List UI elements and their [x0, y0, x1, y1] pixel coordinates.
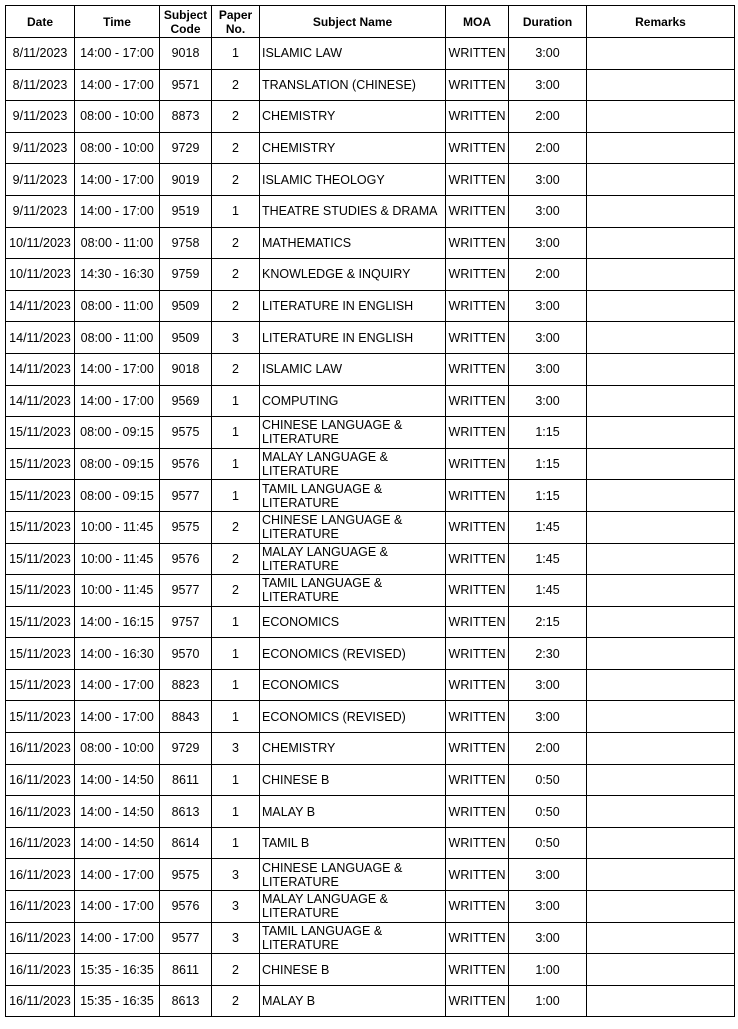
date-cell: 15/11/2023 [6, 448, 75, 480]
time-cell: 14:00 - 17:00 [75, 701, 160, 733]
paper-no-cell: 2 [212, 69, 260, 101]
time-header: Time [75, 6, 160, 38]
table-row [6, 227, 735, 259]
remarks-cell [587, 606, 735, 638]
date-cell: 15/11/2023 [6, 575, 75, 607]
moa-cell: WRITTEN [446, 733, 509, 765]
table-row [6, 322, 735, 354]
subject-name-cell: MALAY LANGUAGE & LITERATURE [260, 891, 446, 923]
moa-cell: WRITTEN [446, 322, 509, 354]
subject-name-cell: KNOWLEDGE & INQUIRY [260, 259, 446, 291]
paper-no-cell: 2 [212, 290, 260, 322]
moa-cell: WRITTEN [446, 480, 509, 512]
remarks-cell [587, 796, 735, 828]
date-header: Date [6, 6, 75, 38]
paper-no-cell: 1 [212, 764, 260, 796]
table-row [6, 511, 735, 543]
duration-cell: 3:00 [509, 227, 587, 259]
subject-code-cell: 9575 [160, 417, 212, 449]
paper-no-cell: 1 [212, 38, 260, 70]
duration-cell: 3:00 [509, 859, 587, 891]
table-row [6, 985, 735, 1017]
table-row [6, 575, 735, 607]
duration-cell: 2:00 [509, 101, 587, 133]
remarks-cell [587, 669, 735, 701]
duration-cell: 2:00 [509, 132, 587, 164]
table-row [6, 954, 735, 986]
subject-name-cell: THEATRE STUDIES & DRAMA [260, 195, 446, 227]
paper-no-cell: 2 [212, 575, 260, 607]
subject-code-cell: 8614 [160, 827, 212, 859]
subject-name-header: Subject Name [260, 6, 446, 38]
duration-cell: 3:00 [509, 164, 587, 196]
paper-no-cell: 2 [212, 543, 260, 575]
duration-cell: 2:30 [509, 638, 587, 670]
moa-cell: WRITTEN [446, 259, 509, 291]
subject-code-cell: 9757 [160, 606, 212, 638]
paper-no-cell: 2 [212, 132, 260, 164]
subject-name-cell: TAMIL LANGUAGE & LITERATURE [260, 575, 446, 607]
date-cell: 15/11/2023 [6, 511, 75, 543]
duration-cell: 2:00 [509, 733, 587, 765]
time-cell: 08:00 - 09:15 [75, 480, 160, 512]
paper-no-cell: 1 [212, 701, 260, 733]
table-row [6, 132, 735, 164]
remarks-cell [587, 38, 735, 70]
subject-code-cell: 9729 [160, 733, 212, 765]
time-cell: 14:00 - 17:00 [75, 38, 160, 70]
paper-no-cell: 1 [212, 638, 260, 670]
moa-cell: WRITTEN [446, 448, 509, 480]
paper-no-cell: 2 [212, 511, 260, 543]
table-row [6, 448, 735, 480]
subject-code-cell: 9569 [160, 385, 212, 417]
time-cell: 08:00 - 11:00 [75, 322, 160, 354]
table-row [6, 417, 735, 449]
duration-cell: 2:15 [509, 606, 587, 638]
time-cell: 10:00 - 11:45 [75, 543, 160, 575]
moa-cell: WRITTEN [446, 764, 509, 796]
table-row [6, 859, 735, 891]
subject-name-cell: CHEMISTRY [260, 101, 446, 133]
subject-name-cell: ISLAMIC THEOLOGY [260, 164, 446, 196]
time-cell: 14:00 - 17:00 [75, 891, 160, 923]
time-cell: 08:00 - 11:00 [75, 227, 160, 259]
remarks-cell [587, 164, 735, 196]
time-cell: 15:35 - 16:35 [75, 954, 160, 986]
time-cell: 08:00 - 10:00 [75, 101, 160, 133]
paper-no-cell: 1 [212, 385, 260, 417]
exam-timetable [5, 5, 735, 1017]
subject-code-cell: 8843 [160, 701, 212, 733]
table-row [6, 290, 735, 322]
date-cell: 9/11/2023 [6, 132, 75, 164]
subject-name-cell: MALAY LANGUAGE & LITERATURE [260, 448, 446, 480]
moa-cell: WRITTEN [446, 290, 509, 322]
table-row [6, 638, 735, 670]
remarks-cell [587, 385, 735, 417]
remarks-cell [587, 480, 735, 512]
subject-code-cell: 9577 [160, 480, 212, 512]
paper-no-cell: 1 [212, 796, 260, 828]
subject-code-cell: 9759 [160, 259, 212, 291]
remarks-cell [587, 353, 735, 385]
remarks-cell [587, 132, 735, 164]
table-row [6, 796, 735, 828]
paper-no-cell: 1 [212, 669, 260, 701]
table-row [6, 195, 735, 227]
moa-cell: WRITTEN [446, 543, 509, 575]
subject-name-cell: MALAY B [260, 985, 446, 1017]
paper-no-header-line1: Paper [218, 7, 253, 22]
subject-name-cell: TAMIL LANGUAGE & LITERATURE [260, 922, 446, 954]
moa-cell: WRITTEN [446, 385, 509, 417]
duration-cell: 1:45 [509, 543, 587, 575]
subject-code-cell: 9509 [160, 322, 212, 354]
date-cell: 14/11/2023 [6, 322, 75, 354]
subject-code-cell: 8823 [160, 669, 212, 701]
time-cell: 14:00 - 17:00 [75, 164, 160, 196]
date-cell: 15/11/2023 [6, 638, 75, 670]
duration-cell: 1:45 [509, 575, 587, 607]
moa-cell: WRITTEN [446, 796, 509, 828]
duration-cell: 3:00 [509, 701, 587, 733]
moa-cell: WRITTEN [446, 417, 509, 449]
date-cell: 14/11/2023 [6, 353, 75, 385]
moa-cell: WRITTEN [446, 669, 509, 701]
paper-no-cell: 3 [212, 733, 260, 765]
date-cell: 14/11/2023 [6, 385, 75, 417]
subject-code-cell: 9018 [160, 353, 212, 385]
duration-cell: 0:50 [509, 796, 587, 828]
table-row [6, 164, 735, 196]
subject-code-cell: 9019 [160, 164, 212, 196]
subject-name-cell: ECONOMICS (REVISED) [260, 701, 446, 733]
table-row [6, 480, 735, 512]
subject-name-cell: ECONOMICS [260, 669, 446, 701]
subject-name-cell: ISLAMIC LAW [260, 353, 446, 385]
moa-cell: WRITTEN [446, 101, 509, 133]
paper-no-cell: 1 [212, 827, 260, 859]
remarks-cell [587, 733, 735, 765]
date-cell: 10/11/2023 [6, 259, 75, 291]
moa-header: MOA [446, 6, 509, 38]
time-cell: 14:00 - 17:00 [75, 385, 160, 417]
time-cell: 10:00 - 11:45 [75, 511, 160, 543]
remarks-cell [587, 859, 735, 891]
duration-cell: 1:15 [509, 417, 587, 449]
subject-name-cell: CHEMISTRY [260, 132, 446, 164]
moa-cell: WRITTEN [446, 575, 509, 607]
table-row [6, 259, 735, 291]
moa-cell: WRITTEN [446, 227, 509, 259]
table-row [6, 891, 735, 923]
date-cell: 15/11/2023 [6, 606, 75, 638]
date-cell: 10/11/2023 [6, 227, 75, 259]
remarks-cell [587, 638, 735, 670]
date-cell: 8/11/2023 [6, 69, 75, 101]
moa-cell: WRITTEN [446, 606, 509, 638]
time-cell: 14:00 - 17:00 [75, 859, 160, 891]
date-cell: 15/11/2023 [6, 417, 75, 449]
moa-cell: WRITTEN [446, 859, 509, 891]
duration-cell: 1:00 [509, 954, 587, 986]
subject-code-cell: 9575 [160, 511, 212, 543]
table-row [6, 38, 735, 70]
moa-cell: WRITTEN [446, 985, 509, 1017]
subject-code-cell: 9577 [160, 922, 212, 954]
remarks-cell [587, 701, 735, 733]
moa-cell: WRITTEN [446, 511, 509, 543]
table-row [6, 764, 735, 796]
duration-cell: 3:00 [509, 195, 587, 227]
time-cell: 14:00 - 14:50 [75, 764, 160, 796]
subject-code-cell: 9509 [160, 290, 212, 322]
time-cell: 14:00 - 16:30 [75, 638, 160, 670]
time-cell: 14:00 - 17:00 [75, 353, 160, 385]
paper-no-cell: 2 [212, 227, 260, 259]
subject-name-cell: LITERATURE IN ENGLISH [260, 322, 446, 354]
date-cell: 8/11/2023 [6, 38, 75, 70]
header-row [6, 6, 735, 38]
date-cell: 15/11/2023 [6, 480, 75, 512]
date-cell: 9/11/2023 [6, 101, 75, 133]
remarks-cell [587, 101, 735, 133]
subject-name-cell: TRANSLATION (CHINESE) [260, 69, 446, 101]
subject-name-cell: TAMIL B [260, 827, 446, 859]
table-row [6, 669, 735, 701]
date-cell: 15/11/2023 [6, 669, 75, 701]
time-cell: 14:30 - 16:30 [75, 259, 160, 291]
moa-cell: WRITTEN [446, 954, 509, 986]
subject-code-cell: 9575 [160, 859, 212, 891]
time-cell: 14:00 - 16:15 [75, 606, 160, 638]
subject-name-cell: CHINESE B [260, 954, 446, 986]
subject-code-cell: 8873 [160, 101, 212, 133]
subject-name-cell: MATHEMATICS [260, 227, 446, 259]
paper-no-cell: 2 [212, 164, 260, 196]
subject-code-header [160, 6, 212, 38]
duration-cell: 3:00 [509, 290, 587, 322]
paper-no-cell: 2 [212, 101, 260, 133]
subject-code-cell: 8611 [160, 764, 212, 796]
subject-name-cell: MALAY LANGUAGE & LITERATURE [260, 543, 446, 575]
paper-no-cell: 1 [212, 417, 260, 449]
table-row [6, 353, 735, 385]
date-cell: 16/11/2023 [6, 954, 75, 986]
subject-name-cell: CHINESE LANGUAGE & LITERATURE [260, 859, 446, 891]
date-cell: 16/11/2023 [6, 796, 75, 828]
date-cell: 9/11/2023 [6, 195, 75, 227]
duration-cell: 3:00 [509, 669, 587, 701]
time-cell: 14:00 - 17:00 [75, 195, 160, 227]
paper-no-cell: 2 [212, 259, 260, 291]
subject-code-cell: 8611 [160, 954, 212, 986]
subject-name-cell: ISLAMIC LAW [260, 38, 446, 70]
moa-cell: WRITTEN [446, 164, 509, 196]
duration-cell: 1:15 [509, 448, 587, 480]
date-cell: 16/11/2023 [6, 891, 75, 923]
date-cell: 15/11/2023 [6, 701, 75, 733]
duration-cell: 1:15 [509, 480, 587, 512]
time-cell: 10:00 - 11:45 [75, 575, 160, 607]
date-cell: 9/11/2023 [6, 164, 75, 196]
duration-cell: 3:00 [509, 353, 587, 385]
remarks-cell [587, 448, 735, 480]
subject-name-cell: ECONOMICS (REVISED) [260, 638, 446, 670]
subject-name-cell: COMPUTING [260, 385, 446, 417]
remarks-cell [587, 227, 735, 259]
date-cell: 16/11/2023 [6, 985, 75, 1017]
remarks-cell [587, 259, 735, 291]
time-cell: 14:00 - 14:50 [75, 827, 160, 859]
subject-name-cell: CHINESE LANGUAGE & LITERATURE [260, 511, 446, 543]
time-cell: 15:35 - 16:35 [75, 985, 160, 1017]
remarks-cell [587, 891, 735, 923]
table-row [6, 701, 735, 733]
time-cell: 14:00 - 17:00 [75, 69, 160, 101]
remarks-cell [587, 827, 735, 859]
remarks-cell [587, 322, 735, 354]
paper-no-header-line2: No. [225, 21, 246, 36]
subject-code-cell: 9577 [160, 575, 212, 607]
duration-cell: 1:00 [509, 985, 587, 1017]
subject-code-cell: 9018 [160, 38, 212, 70]
moa-cell: WRITTEN [446, 922, 509, 954]
subject-code-header-line1: Subject [163, 7, 208, 22]
subject-name-cell: TAMIL LANGUAGE & LITERATURE [260, 480, 446, 512]
paper-no-cell: 2 [212, 353, 260, 385]
subject-name-cell: LITERATURE IN ENGLISH [260, 290, 446, 322]
subject-code-cell: 9729 [160, 132, 212, 164]
subject-code-cell: 9570 [160, 638, 212, 670]
paper-no-cell: 1 [212, 606, 260, 638]
time-cell: 14:00 - 17:00 [75, 922, 160, 954]
paper-no-cell: 1 [212, 195, 260, 227]
duration-cell: 3:00 [509, 891, 587, 923]
moa-cell: WRITTEN [446, 69, 509, 101]
subject-code-cell: 9576 [160, 891, 212, 923]
time-cell: 14:00 - 14:50 [75, 796, 160, 828]
table-row [6, 69, 735, 101]
remarks-cell [587, 543, 735, 575]
time-cell: 08:00 - 09:15 [75, 448, 160, 480]
subject-code-cell: 9758 [160, 227, 212, 259]
table-row [6, 385, 735, 417]
date-cell: 14/11/2023 [6, 290, 75, 322]
subject-code-cell: 9519 [160, 195, 212, 227]
moa-cell: WRITTEN [446, 891, 509, 923]
moa-cell: WRITTEN [446, 195, 509, 227]
duration-cell: 0:50 [509, 764, 587, 796]
paper-no-cell: 2 [212, 954, 260, 986]
duration-cell: 3:00 [509, 922, 587, 954]
date-cell: 16/11/2023 [6, 827, 75, 859]
moa-cell: WRITTEN [446, 132, 509, 164]
duration-header: Duration [509, 6, 587, 38]
date-cell: 15/11/2023 [6, 543, 75, 575]
time-cell: 08:00 - 10:00 [75, 132, 160, 164]
table-row [6, 543, 735, 575]
remarks-header: Remarks [587, 6, 735, 38]
remarks-cell [587, 417, 735, 449]
remarks-cell [587, 575, 735, 607]
paper-no-header [212, 6, 260, 38]
table-row [6, 606, 735, 638]
duration-cell: 3:00 [509, 69, 587, 101]
time-cell: 14:00 - 17:00 [75, 669, 160, 701]
subject-code-cell: 9571 [160, 69, 212, 101]
subject-name-cell: CHINESE LANGUAGE & LITERATURE [260, 417, 446, 449]
subject-code-cell: 9576 [160, 448, 212, 480]
subject-code-cell: 8613 [160, 796, 212, 828]
remarks-cell [587, 195, 735, 227]
remarks-cell [587, 69, 735, 101]
subject-name-cell: ECONOMICS [260, 606, 446, 638]
moa-cell: WRITTEN [446, 38, 509, 70]
duration-cell: 3:00 [509, 38, 587, 70]
subject-code-cell: 9576 [160, 543, 212, 575]
paper-no-cell: 3 [212, 859, 260, 891]
table-row [6, 827, 735, 859]
date-cell: 16/11/2023 [6, 922, 75, 954]
duration-cell: 3:00 [509, 385, 587, 417]
remarks-cell [587, 922, 735, 954]
remarks-cell [587, 290, 735, 322]
date-cell: 16/11/2023 [6, 764, 75, 796]
duration-cell: 2:00 [509, 259, 587, 291]
paper-no-cell: 3 [212, 891, 260, 923]
time-cell: 08:00 - 10:00 [75, 733, 160, 765]
paper-no-cell: 2 [212, 985, 260, 1017]
paper-no-cell: 1 [212, 480, 260, 512]
remarks-cell [587, 954, 735, 986]
duration-cell: 1:45 [509, 511, 587, 543]
moa-cell: WRITTEN [446, 353, 509, 385]
remarks-cell [587, 511, 735, 543]
table-row [6, 101, 735, 133]
table-row [6, 922, 735, 954]
remarks-cell [587, 985, 735, 1017]
subject-name-cell: MALAY B [260, 796, 446, 828]
subject-code-cell: 8613 [160, 985, 212, 1017]
date-cell: 16/11/2023 [6, 733, 75, 765]
paper-no-cell: 3 [212, 322, 260, 354]
subject-code-header-line2: Code [170, 21, 201, 36]
moa-cell: WRITTEN [446, 701, 509, 733]
time-cell: 08:00 - 09:15 [75, 417, 160, 449]
duration-cell: 0:50 [509, 827, 587, 859]
table-row [6, 733, 735, 765]
subject-name-cell: CHEMISTRY [260, 733, 446, 765]
subject-name-cell: CHINESE B [260, 764, 446, 796]
moa-cell: WRITTEN [446, 638, 509, 670]
paper-no-cell: 3 [212, 922, 260, 954]
paper-no-cell: 1 [212, 448, 260, 480]
table-body [6, 38, 735, 1017]
time-cell: 08:00 - 11:00 [75, 290, 160, 322]
date-cell: 16/11/2023 [6, 859, 75, 891]
remarks-cell [587, 764, 735, 796]
moa-cell: WRITTEN [446, 827, 509, 859]
duration-cell: 3:00 [509, 322, 587, 354]
